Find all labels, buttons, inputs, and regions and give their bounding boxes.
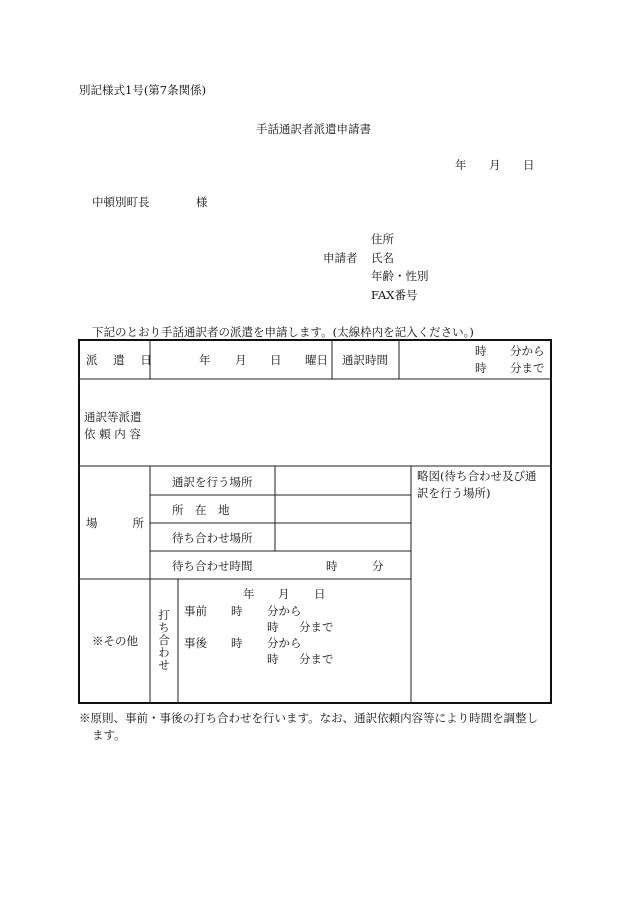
applicant-name-label: 氏名: [371, 251, 394, 265]
meeting-after-until-hour: 時: [267, 652, 279, 666]
meeting-time-minute: 分: [372, 559, 384, 573]
place-address-label: 所 在 地: [172, 503, 230, 517]
form-number: 別記様式1号(第7条関係): [79, 83, 207, 97]
addressee: 中頓別町長: [92, 195, 150, 209]
sketch-label-line1: 略図(待ち合わせ及び通: [417, 469, 537, 483]
time-until-hour: 時: [475, 361, 487, 375]
meeting-before-from: 分から: [267, 604, 302, 618]
dispatch-weekday-label: 曜日: [305, 353, 328, 367]
time-from-label: 分から: [510, 344, 545, 358]
request-content-label-line1: 通訳等派遣: [84, 410, 142, 424]
time-from-hour: 時: [475, 344, 487, 358]
place-meeting-location-label: 待ち合わせ場所: [172, 531, 253, 545]
footnote-line1: ※原則、事前・事後の打ち合わせを行います。なお、通訳依頼内容等により時間を調整し: [79, 711, 539, 725]
meeting-date-day: 日: [314, 587, 326, 601]
dispatch-form-table: [78, 339, 552, 704]
intro-text: 下記のとおり手話通訳者の派遣を申請します。(太線枠内を記入ください。): [92, 325, 474, 339]
meeting-after-until: 分まで: [299, 652, 334, 666]
sketch-label-line2: 訳を行う場所): [417, 486, 491, 500]
place-label: 場 所: [86, 516, 148, 530]
interpret-time-label: 通訳時間: [342, 353, 388, 367]
time-until-label: 分まで: [510, 361, 545, 375]
page-title: 手話通訳者派遣申請書: [256, 122, 371, 136]
meeting-date-month: 月: [278, 587, 290, 601]
applicant-address-label: 住所: [371, 232, 394, 246]
applicant-label: 申請者: [323, 251, 358, 265]
meeting-after-label: 事後: [184, 636, 207, 650]
date-day-label: 日: [523, 158, 535, 172]
place-meeting-time-label: 待ち合わせ時間: [172, 559, 253, 573]
meeting-before-until: 分まで: [299, 620, 334, 634]
meeting-label-vertical: 打ち合わせ: [157, 609, 171, 672]
dispatch-year-label: 年: [199, 353, 211, 367]
meeting-date-year: 年: [243, 587, 255, 601]
other-label: ※その他: [92, 634, 138, 648]
place-interpret-location-label: 通訳を行う場所: [172, 475, 253, 489]
request-content-label-line2: 依 頼 内 容: [84, 427, 141, 441]
meeting-after-from: 分から: [267, 636, 302, 650]
dispatch-date-label: 派 遣 日: [86, 353, 158, 367]
table-grid: [78, 339, 552, 704]
applicant-age-gender-label: 年齢・性別: [371, 269, 429, 283]
applicant-fax-label: FAX番号: [371, 288, 418, 302]
meeting-after-hour: 時: [231, 636, 243, 650]
meeting-time-hour: 時: [326, 559, 338, 573]
dispatch-month-label: 月: [235, 353, 247, 367]
addressee-honorific: 様: [196, 195, 208, 209]
meeting-before-until-hour: 時: [267, 620, 279, 634]
dispatch-day-label: 日: [270, 353, 282, 367]
date-month-label: 月: [489, 158, 501, 172]
meeting-before-label: 事前: [184, 604, 207, 618]
footnote-line2: ます。: [92, 728, 126, 742]
date-year-label: 年: [455, 158, 467, 172]
meeting-before-hour: 時: [231, 604, 243, 618]
